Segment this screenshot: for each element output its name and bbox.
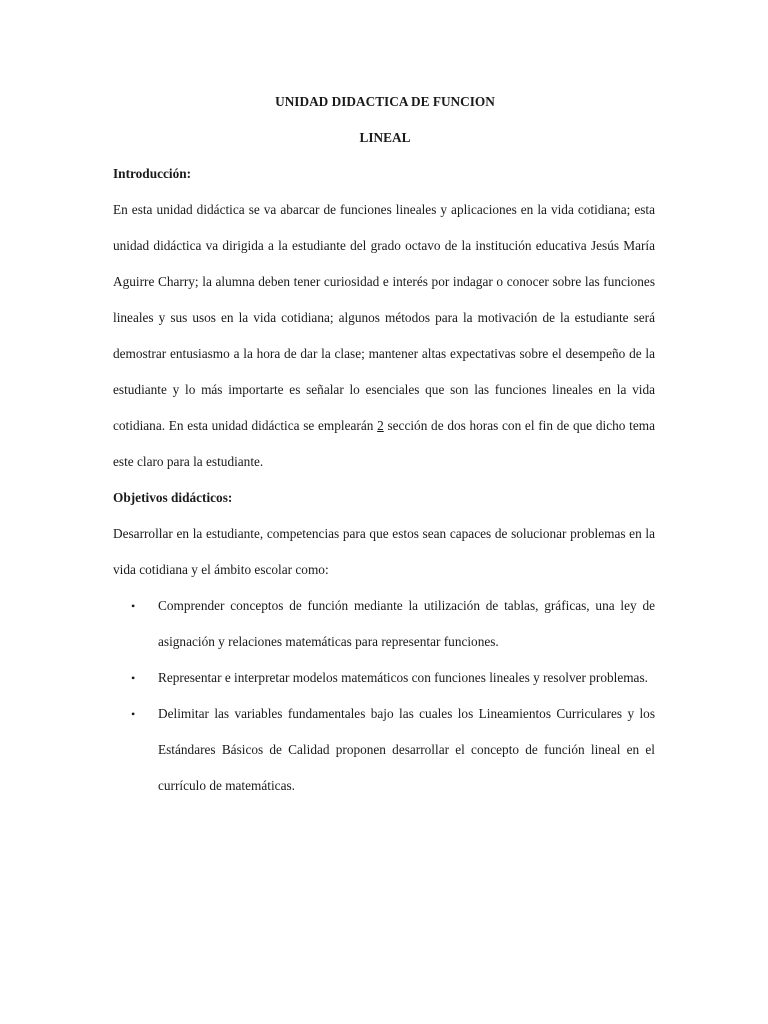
intro-text-part2: sección de dos horas con el fin de que dicho tema este claro para la estudiante. xyxy=(113,418,655,469)
bullet-icon: • xyxy=(131,671,136,685)
objective-text: Representar e interpretar modelos matemáticos con funciones lineales y resolver problemas. xyxy=(158,670,648,685)
intro-text-part1: En esta unidad didáctica se va abarcar de funciones lineales y aplicaciones en la vida cotidiana; esta unidad didáctica va dirigida a la estudiante del grado octavo de la institución educativa Jesús María Aguirre Charry; la alumna deben tener curiosidad e interés por indagar o conocer sobre las funciones lineales y sus usos en la vida cotidiana; algunos métodos para la motivación de la estudiante será demostrar entusiasmo a la hora de dar la clase; mantener altas expectativas sobre el desempeño de la estudiante y lo más importarte es señalar lo esenciales que son las funciones lineales en la vida cotidiana. En esta unidad didáctica se emplearán xyxy=(113,202,655,433)
objective-text: Delimitar las variables fundamentales bajo las cuales los Lineamientos Curriculares y los Estándares Básicos de Calidad proponen desarrollar el concepto de función lineal en el currículo de matemáticas. xyxy=(158,706,655,793)
document-title-line2: LINEAL xyxy=(359,130,411,145)
intro-paragraph xyxy=(113,192,655,480)
list-item xyxy=(113,696,655,804)
intro-heading: Introducción: xyxy=(113,166,192,181)
objectives-list xyxy=(113,588,655,804)
objective-text: Comprender conceptos de función mediante la utilización de tablas, gráficas, una ley de asignación y relaciones matemáticas para representar funciones. xyxy=(158,598,655,649)
list-item xyxy=(113,660,655,696)
bullet-icon: • xyxy=(131,599,136,613)
bullet-icon: • xyxy=(131,707,136,721)
list-item xyxy=(113,588,655,660)
intro-session-count: 2 xyxy=(377,418,384,433)
objectives-intro: Desarrollar en la estudiante, competencias para que estos sean capaces de solucionar problemas en la vida cotidiana y el ámbito escolar como: xyxy=(113,526,655,577)
objectives-heading: Objetivos didácticos: xyxy=(113,490,233,505)
document-title-line1: UNIDAD DIDACTICA DE FUNCION xyxy=(275,94,495,109)
document-page xyxy=(113,84,655,804)
